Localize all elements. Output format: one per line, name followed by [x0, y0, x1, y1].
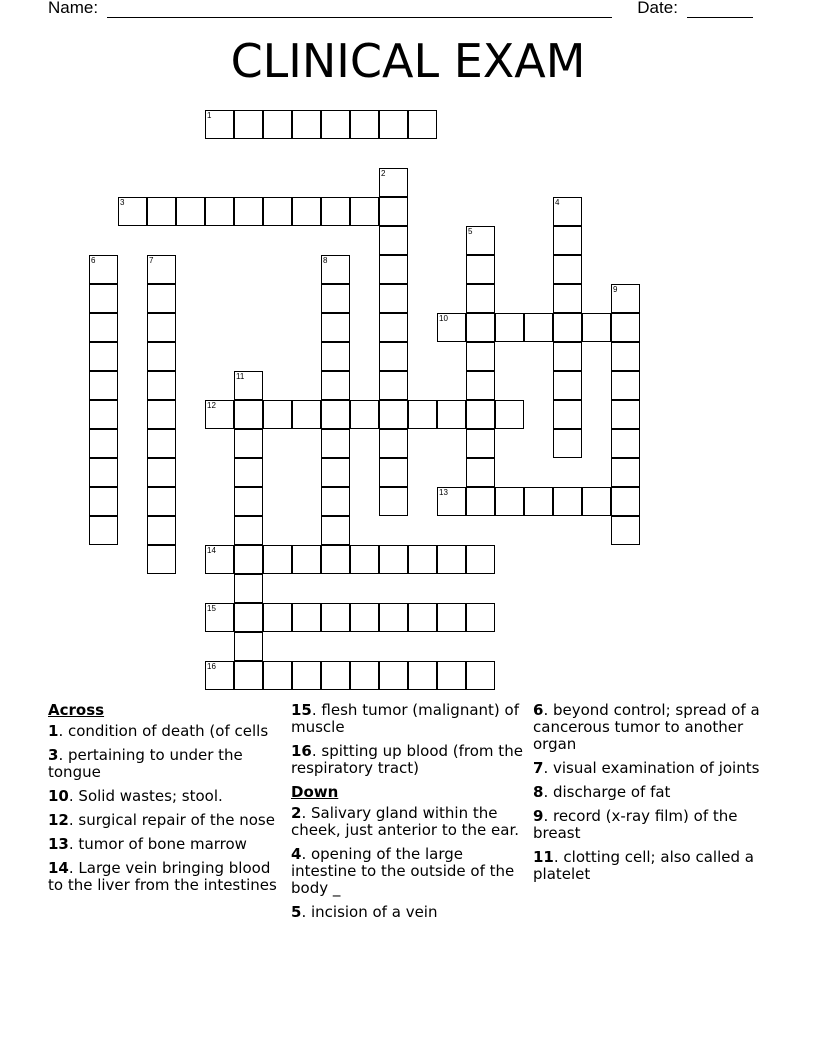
clue-number: 4	[555, 198, 560, 207]
grid-cell[interactable]	[379, 661, 408, 690]
grid-cell[interactable]	[147, 429, 176, 458]
grid-cell[interactable]	[321, 661, 350, 690]
grid-cell[interactable]	[437, 487, 466, 516]
grid-cell[interactable]	[350, 603, 379, 632]
across-clue: 10. Solid wastes; stool.	[48, 787, 223, 805]
grid-cell[interactable]	[611, 516, 640, 545]
grid-cell[interactable]	[437, 400, 466, 429]
clue-number: 9	[613, 285, 618, 294]
grid-cell[interactable]	[321, 342, 350, 371]
clue-text: record (x-ray film) of the breast	[533, 807, 738, 842]
grid-cell[interactable]	[321, 458, 350, 487]
clue-number: 11	[533, 848, 554, 866]
grid-cell[interactable]	[89, 400, 118, 429]
clue-text: clotting cell; also called a platelet	[533, 848, 754, 883]
grid-cell[interactable]	[524, 487, 553, 516]
clue-number: 14	[48, 859, 69, 877]
down-clue: 11. clotting cell; also called a platelet	[533, 848, 754, 883]
grid-cell[interactable]	[176, 197, 205, 226]
grid-cell[interactable]	[553, 313, 582, 342]
grid-cell[interactable]	[466, 400, 495, 429]
grid-cell[interactable]	[611, 400, 640, 429]
clue-text: flesh tumor (malignant) of muscle	[291, 701, 519, 736]
across-clue: 3. pertaining to under the tongue	[48, 746, 243, 781]
grid-cell[interactable]	[118, 197, 147, 226]
grid-cell[interactable]	[89, 516, 118, 545]
clue-number: 10	[439, 314, 448, 323]
grid-cell[interactable]	[379, 110, 408, 139]
clue-number: 1	[48, 722, 59, 740]
clue-number: 13	[48, 835, 69, 853]
grid-cell[interactable]	[408, 400, 437, 429]
grid-cell[interactable]	[89, 487, 118, 516]
grid-cell[interactable]	[321, 487, 350, 516]
clue-number: 8	[533, 783, 544, 801]
clue-text: pertaining to under the tongue	[48, 746, 243, 781]
clue-text: visual examination of joints	[552, 759, 760, 777]
across-clue: 14. Large vein bringing blood to the liver from the intestines	[48, 859, 277, 894]
grid-cell[interactable]	[553, 400, 582, 429]
grid-cell[interactable]	[437, 313, 466, 342]
grid-cell[interactable]	[89, 284, 118, 313]
grid-cell[interactable]	[350, 110, 379, 139]
grid-cell[interactable]	[466, 371, 495, 400]
grid-cell[interactable]	[321, 429, 350, 458]
grid-cell[interactable]	[205, 197, 234, 226]
grid-cell[interactable]	[147, 197, 176, 226]
clue-text: Large vein bringing blood to the liver from the intestines	[48, 859, 277, 894]
grid-cell[interactable]	[379, 545, 408, 574]
clue-number: 14	[207, 546, 216, 555]
grid-cell[interactable]	[292, 197, 321, 226]
grid-cell[interactable]	[466, 661, 495, 690]
grid-cell[interactable]	[234, 458, 263, 487]
grid-cell[interactable]	[437, 603, 466, 632]
grid-cell[interactable]	[553, 197, 582, 226]
across-clue: 16. spitting up blood (from the respiratory tract)	[291, 742, 523, 777]
grid-cell[interactable]	[379, 371, 408, 400]
grid-cell[interactable]	[553, 255, 582, 284]
grid-cell[interactable]	[466, 603, 495, 632]
grid-cell[interactable]	[292, 110, 321, 139]
grid-cell[interactable]	[292, 661, 321, 690]
grid-cell[interactable]	[466, 342, 495, 371]
clue-text: opening of the large intestine to the outside of the body _	[291, 845, 515, 897]
clue-number: 1	[207, 111, 212, 120]
grid-cell[interactable]	[611, 487, 640, 516]
grid-cell[interactable]	[263, 110, 292, 139]
grid-cell[interactable]	[89, 429, 118, 458]
grid-cell[interactable]	[263, 603, 292, 632]
across-clue: 12. surgical repair of the nose	[48, 811, 275, 829]
grid-cell[interactable]	[147, 255, 176, 284]
down-clue: 9. record (x-ray film) of the breast	[533, 807, 738, 842]
grid-cell[interactable]	[466, 284, 495, 313]
clue-number: 10	[48, 787, 69, 805]
across-heading: Across	[48, 701, 105, 719]
grid-cell[interactable]	[292, 545, 321, 574]
clue-number: 15	[291, 701, 312, 719]
grid-cell[interactable]	[321, 603, 350, 632]
clue-text: condition of death (of cells	[67, 722, 269, 740]
grid-cell[interactable]	[553, 429, 582, 458]
clue-number: 5	[291, 903, 302, 921]
grid-cell[interactable]	[89, 371, 118, 400]
grid-cell[interactable]	[466, 313, 495, 342]
grid-cell[interactable]	[379, 400, 408, 429]
grid-cell[interactable]	[611, 342, 640, 371]
down-clue: 2. Salivary gland within the cheek, just anterior to the ear.	[291, 804, 520, 839]
grid-cell[interactable]	[234, 197, 263, 226]
grid-cell[interactable]	[234, 110, 263, 139]
grid-cell[interactable]	[321, 516, 350, 545]
grid-cell[interactable]	[611, 429, 640, 458]
clue-text: incision of a vein	[310, 903, 438, 921]
clue-number: 5	[468, 227, 473, 236]
grid-cell[interactable]	[495, 487, 524, 516]
clues-column-2	[291, 702, 523, 928]
grid-cell[interactable]	[263, 197, 292, 226]
grid-cell[interactable]	[147, 516, 176, 545]
grid-cell[interactable]	[350, 661, 379, 690]
down-clue: 8. discharge of fat	[533, 783, 671, 801]
grid-cell[interactable]	[582, 313, 611, 342]
clue-text: Solid wastes; stool.	[78, 787, 223, 805]
clue-number: 6	[533, 701, 544, 719]
grid-cell[interactable]	[524, 313, 553, 342]
grid-cell[interactable]	[495, 313, 524, 342]
clue-number: 6	[91, 256, 96, 265]
name-label: Name:	[48, 0, 99, 17]
grid-cell[interactable]	[147, 284, 176, 313]
grid-cell[interactable]	[408, 110, 437, 139]
grid-cell[interactable]	[321, 284, 350, 313]
grid-cell[interactable]	[234, 574, 263, 603]
grid-cell[interactable]	[437, 661, 466, 690]
grid-cell[interactable]	[205, 603, 234, 632]
grid-cell[interactable]	[379, 603, 408, 632]
grid-cell[interactable]	[263, 400, 292, 429]
clue-number: 3	[120, 198, 125, 207]
grid-cell[interactable]	[205, 400, 234, 429]
clue-number: 11	[236, 372, 245, 381]
clue-text: spitting up blood (from the respiratory tract)	[291, 742, 523, 777]
grid-cell[interactable]	[263, 661, 292, 690]
grid-cell[interactable]	[234, 516, 263, 545]
grid-cell[interactable]	[321, 371, 350, 400]
clue-number: 7	[533, 759, 544, 777]
grid-cell[interactable]	[321, 400, 350, 429]
grid-cell[interactable]	[89, 313, 118, 342]
grid-cell[interactable]	[234, 429, 263, 458]
clue-number: 7	[149, 256, 154, 265]
clues-column-1	[48, 702, 280, 901]
across-clue: 1. condition of death (of cells	[48, 722, 269, 740]
grid-cell[interactable]	[321, 545, 350, 574]
grid-cell[interactable]	[234, 661, 263, 690]
grid-cell[interactable]	[234, 603, 263, 632]
grid-cell[interactable]	[437, 545, 466, 574]
clue-text: surgical repair of the nose	[78, 811, 275, 829]
grid-cell[interactable]	[234, 400, 263, 429]
grid-cell[interactable]	[147, 458, 176, 487]
grid-cell[interactable]	[147, 400, 176, 429]
grid-cell[interactable]	[408, 545, 437, 574]
grid-cell[interactable]	[379, 255, 408, 284]
grid-cell[interactable]	[89, 342, 118, 371]
grid-cell[interactable]	[466, 545, 495, 574]
grid-cell[interactable]	[89, 255, 118, 284]
down-heading: Down	[291, 783, 339, 801]
clue-text: beyond control; spread of a cancerous tumor to another organ	[533, 701, 760, 753]
grid-cell[interactable]	[147, 313, 176, 342]
grid-cell[interactable]	[379, 197, 408, 226]
clue-number: 16	[207, 662, 216, 671]
clue-number: 2	[381, 169, 386, 178]
grid-cell[interactable]	[234, 545, 263, 574]
grid-cell[interactable]	[466, 458, 495, 487]
grid-cell[interactable]	[350, 197, 379, 226]
grid-cell[interactable]	[147, 342, 176, 371]
clue-text: Salivary gland within the cheek, just anterior to the ear.	[291, 804, 520, 839]
clue-number: 4	[291, 845, 302, 863]
grid-cell[interactable]	[147, 371, 176, 400]
grid-cell[interactable]	[553, 371, 582, 400]
grid-cell[interactable]	[466, 255, 495, 284]
grid-cell[interactable]	[234, 371, 263, 400]
grid-cell[interactable]	[321, 313, 350, 342]
grid-cell[interactable]	[611, 371, 640, 400]
grid-cell[interactable]	[350, 400, 379, 429]
clue-number: 9	[533, 807, 544, 825]
grid-cell[interactable]	[205, 661, 234, 690]
grid-cell[interactable]	[379, 458, 408, 487]
clue-number: 3	[48, 746, 59, 764]
grid-cell[interactable]	[89, 458, 118, 487]
clue-number: 12	[48, 811, 69, 829]
grid-cell[interactable]	[379, 226, 408, 255]
grid-cell[interactable]	[234, 487, 263, 516]
down-clue: 7. visual examination of joints	[533, 759, 760, 777]
grid-cell[interactable]	[611, 284, 640, 313]
grid-cell[interactable]	[611, 458, 640, 487]
grid-cell[interactable]	[408, 603, 437, 632]
grid-cell[interactable]	[553, 342, 582, 371]
grid-cell[interactable]	[234, 632, 263, 661]
clue-text: tumor of bone marrow	[78, 835, 247, 853]
grid-cell[interactable]	[466, 226, 495, 255]
across-clue: 13. tumor of bone marrow	[48, 835, 247, 853]
grid-cell[interactable]	[321, 110, 350, 139]
grid-cell[interactable]	[379, 429, 408, 458]
grid-cell[interactable]	[553, 487, 582, 516]
grid-cell[interactable]	[379, 487, 408, 516]
grid-cell[interactable]	[292, 603, 321, 632]
clue-number: 8	[323, 256, 328, 265]
grid-cell[interactable]	[379, 168, 408, 197]
grid-cell[interactable]	[379, 284, 408, 313]
down-clue: 6. beyond control; spread of a cancerous tumor to another organ	[533, 701, 760, 753]
grid-cell[interactable]	[582, 487, 611, 516]
clue-number: 13	[439, 488, 448, 497]
grid-cell[interactable]	[205, 110, 234, 139]
page-title: CLINICAL EXAM	[230, 34, 586, 88]
clue-number: 16	[291, 742, 312, 760]
date-label: Date:	[637, 0, 678, 17]
grid-cell[interactable]	[553, 284, 582, 313]
clue-number: 2	[291, 804, 302, 822]
grid-cell[interactable]	[321, 197, 350, 226]
grid-cell[interactable]	[350, 545, 379, 574]
clue-number: 12	[207, 401, 216, 410]
grid-cell[interactable]	[292, 400, 321, 429]
down-clue: 4. opening of the large intestine to the outside of the body _	[291, 845, 515, 897]
grid-cell[interactable]	[553, 226, 582, 255]
clue-number: 15	[207, 604, 216, 613]
clue-text: discharge of fat	[552, 783, 671, 801]
grid-cell[interactable]	[379, 313, 408, 342]
across-clue: 15. flesh tumor (malignant) of muscle	[291, 701, 519, 736]
grid-cell[interactable]	[263, 545, 292, 574]
grid-cell[interactable]	[205, 545, 234, 574]
grid-cell[interactable]	[379, 342, 408, 371]
grid-cell[interactable]	[495, 400, 524, 429]
grid-cell[interactable]	[321, 255, 350, 284]
grid-cell[interactable]	[466, 487, 495, 516]
grid-cell[interactable]	[408, 661, 437, 690]
down-clue: 5. incision of a vein	[291, 903, 438, 921]
clues-column-3	[533, 702, 765, 890]
grid-cell[interactable]	[147, 545, 176, 574]
grid-cell[interactable]	[611, 313, 640, 342]
grid-cell[interactable]	[147, 487, 176, 516]
grid-cell[interactable]	[466, 429, 495, 458]
